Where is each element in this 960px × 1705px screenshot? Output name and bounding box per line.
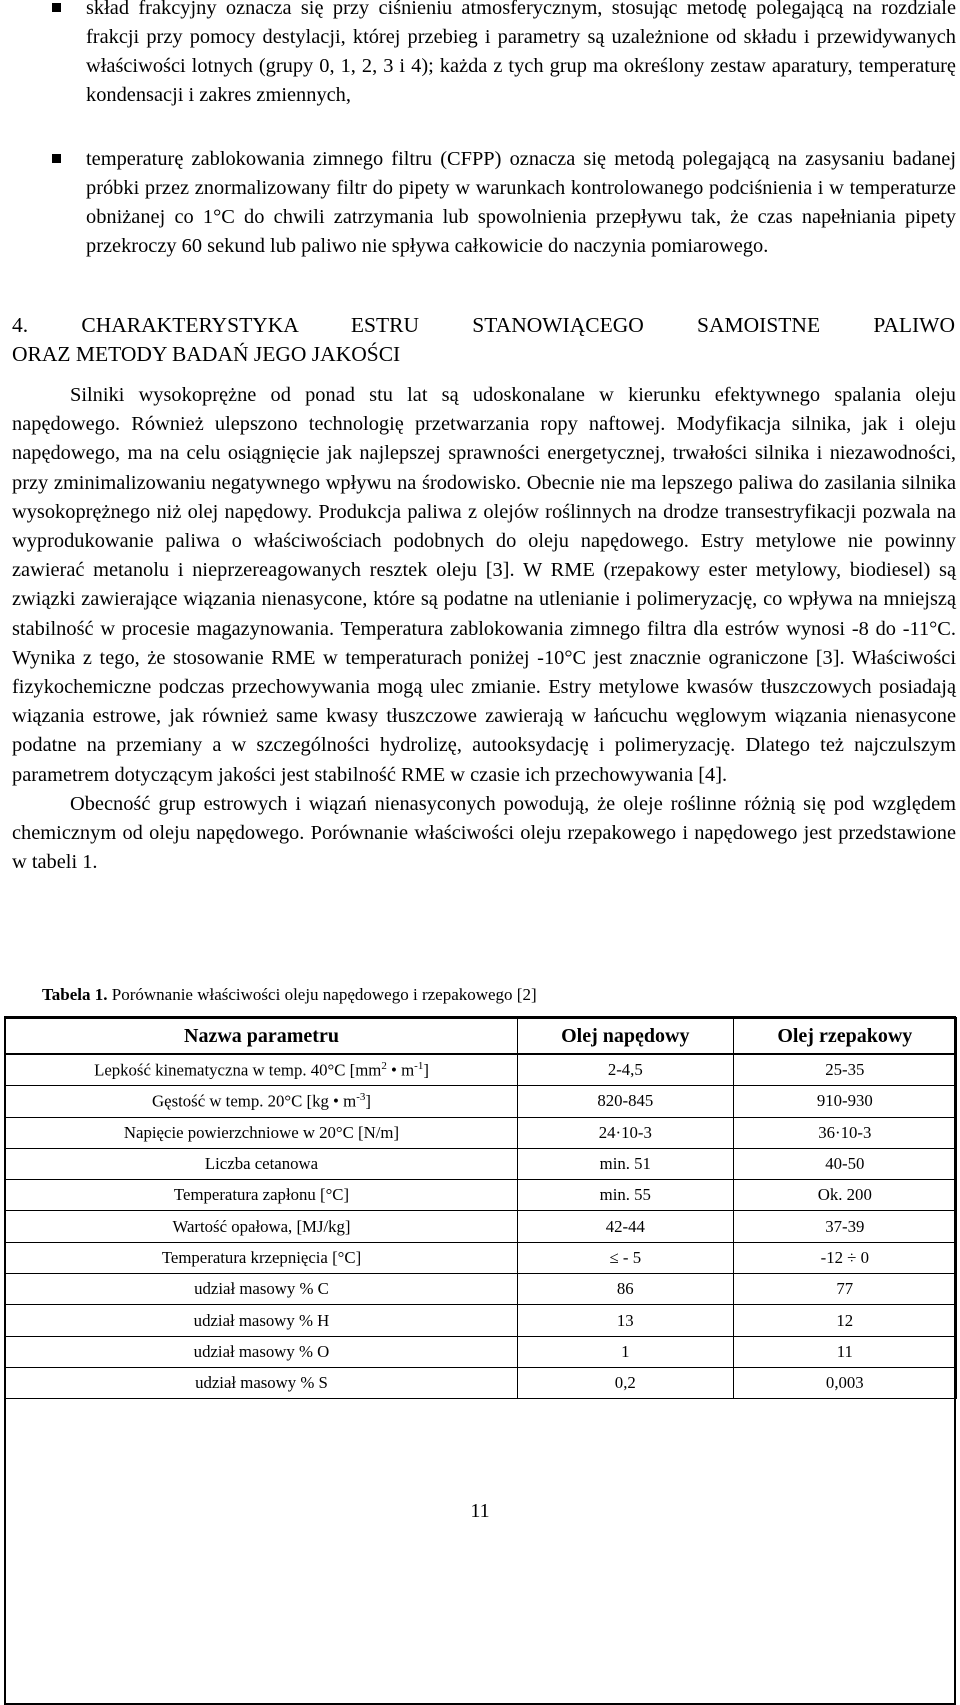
bullet-text: skład frakcyjny oznacza się przy ciśnieniu atmosferycznym, stosując metodę polegającą na rozdziale frakcji przy pomocy destylacji, której przebieg i parametry są uzależnione od składu i przewidywanych właściwości lotnych (grupy 0, 1, 2, 3 i 4); każda z tych grup ma określony zestaw aparatury, temperaturę kondensacji i zakres zmiennych, [86,0,956,107]
parameter-superscript: -3 [356,1091,366,1104]
parameter-cell [6,1148,518,1179]
diesel-value-cell: 24·10-3 [517,1117,733,1148]
table-row [6,1305,957,1336]
parameter-text: ] [365,1091,371,1111]
parameter-text: Napięcie powierzchniowe w 20°C [N/m] [123,1122,400,1142]
rapeseed-value-cell: 910-930 [733,1086,956,1117]
diesel-value-cell: 2-4,5 [517,1054,733,1086]
rapeseed-value-cell: 0,003 [733,1367,956,1398]
paragraph: Silniki wysokoprężne od ponad stu lat są udoskonalane w kierunku efektywnego spalania oleju napędowego. Również ulepszono technologię przetwarzania ropy naftowej. Modyfikacja silnika, jak i oleju napędowego, ma na celu osiągnięcie jak najlepszej sprawności energetycznej, trwałości silnika i niezawodności, przy zminimalizowaniu negatywnego wpływu na środowisko. Obecnie nie ma lepszego paliwa do zasilania silnika wysokoprężnego niż olej napędowy. Produkcja paliwa z olejów roślinnych na drodze transestryfikacji pozwala na wyprodukowanie paliwa o właściwościach podobnych do oleju napędowego. Estry metylowe nie powinny zawierać metanolu i nieprzereagowanych resztek oleju [3]. W RME (rzepakowy ester metylowy, biodiesel) są związki zawierające wiązania nienasycone, które są podatne na utlenianie i polimeryzację, co wpływa na mniejszą stabilność w procesie magazynowania. Temperatura zablokowania zimnego filtra dla estrów wynosi -8 do -11°C. Wynika z tego, że stosowanie RME w temperaturach poniżej -10°C jest znacznie ograniczone [3]. Właściwości fizykochemiczne podczas przechowywania mogą ulec zmianie. Estry metylowe kwasów tłuszczowych posiadają wiązania estrowe, jak również same kwasy tłuszczowe zawierają w łańcuchu węglowym wiązania nienasycone podatne na przemiany a w szczególności hydrolizę, autooksydację i polimeryzację. Dlatego też najczulszym parametrem dotyczącym jakości jest stabilność RME w czasie ich przechowywania [4]. [12,384,956,786]
parameter-text: • m [386,1060,415,1080]
diesel-value-cell: 1 [517,1336,733,1367]
table-row [6,1274,957,1305]
table-header-row [6,1018,957,1054]
diesel-value-cell: ≤ - 5 [517,1242,733,1273]
diesel-value-cell: min. 55 [517,1180,733,1211]
rapeseed-value-cell: -12 ÷ 0 [733,1242,956,1273]
rapeseed-value-cell: 37-39 [733,1211,956,1242]
parameter-text: udział masowy % C [194,1279,329,1299]
comparison-table [5,1017,957,1399]
parameter-superscript: 2 [381,1059,387,1072]
table-caption [42,984,537,1006]
table-row [6,1336,957,1367]
parameter-superscript: -1 [414,1059,424,1072]
column-header-rapeseed: Olej rzepakowy [733,1018,956,1054]
parameter-text: udział masowy % O [193,1341,330,1361]
table-row [6,1148,957,1179]
table-body [6,1054,957,1399]
parameter-text: Liczba cetanowa [204,1154,319,1174]
bullet-text: temperaturę zablokowania zimnego filtru (CFPP) oznacza się metodą polegającą na zasysaniu badanej próbki przez znormalizowany filtr do pipety w warunkach kontrolowanego podciśnienia i w temperaturze obniżanej co 1°C do chwili zatrzymania lub spowolnienia przepływu tak, że czas napełniania pipety przekroczy 60 sekund lub paliwo nie spływa całkowicie do naczynia pomiarowego. [86,148,956,258]
parameter-text: udział masowy % H [193,1310,330,1330]
table-caption-label: Tabela 1. [42,985,108,1004]
diesel-value-cell: 820-845 [517,1086,733,1117]
table-row [6,1054,957,1086]
parameter-text: ] [423,1060,429,1080]
table-row [6,1211,957,1242]
diesel-value-cell: 86 [517,1274,733,1305]
page-number: 11 [470,1500,490,1522]
column-header-parameter: Nazwa parametru [6,1018,518,1054]
parameter-cell [6,1242,518,1273]
bullet-item [86,0,956,110]
rapeseed-value-cell: 36·10-3 [733,1117,956,1148]
bullet-square-icon [52,154,61,163]
section-heading-continued: ORAZ METODY BADAŃ JEGO JAKOŚCI [12,342,401,366]
rapeseed-value-cell: 11 [733,1336,956,1367]
table-row [6,1242,957,1273]
parameter-cell [6,1336,518,1367]
diesel-value-cell: min. 51 [517,1148,733,1179]
parameter-cell [6,1180,518,1211]
bullet-square-icon [52,3,61,12]
rapeseed-value-cell: 25-35 [733,1054,956,1086]
diesel-value-cell: 0,2 [517,1367,733,1398]
parameter-text: Lepkość kinematyczna w temp. 40°C [mm [94,1060,382,1080]
parameter-cell [6,1274,518,1305]
rapeseed-value-cell: 12 [733,1305,956,1336]
parameter-text: Gęstość w temp. 20°C [kg • m [152,1091,357,1111]
parameter-text: udział masowy % S [195,1373,328,1393]
diesel-value-cell: 42-44 [517,1211,733,1242]
table-caption-text: Porównanie właściwości oleju napędowego i rzepakowego [2] [111,985,537,1004]
rapeseed-value-cell: Ok. 200 [733,1180,956,1211]
diesel-value-cell: 13 [517,1305,733,1336]
parameter-cell [6,1305,518,1336]
rapeseed-value-cell: 77 [733,1274,956,1305]
parameter-cell [6,1367,518,1398]
parameter-text: Temperatura zapłonu [°C] [173,1185,350,1205]
bullet-item [86,145,956,261]
parameter-text: Wartość opałowa, [MJ/kg] [172,1216,351,1236]
paragraph: Obecność grup estrowych i wiązań nienasyconych powodują, że oleje roślinne różnią się pod względem chemicznym od oleju napędowego. Porównanie właściwości oleju rzepakowego i napędowego jest przedstawione w tabeli 1. [12,792,956,874]
parameter-cell [6,1117,518,1148]
table-row [6,1367,957,1398]
rapeseed-value-cell: 40-50 [733,1148,956,1179]
parameter-cell [6,1211,518,1242]
parameter-cell [6,1054,518,1086]
table-row [6,1086,957,1117]
body-text [12,381,956,877]
table-row [6,1117,957,1148]
parameter-text: Temperatura krzepnięcia [°C] [161,1247,362,1267]
column-header-diesel: Olej napędowy [517,1018,733,1054]
table-row [6,1180,957,1211]
section-heading: 4. CHARAKTERYSTYKA ESTRU STANOWIĄCEGO SAMOISTNE PALIWO [12,313,955,337]
parameter-cell [6,1086,518,1117]
